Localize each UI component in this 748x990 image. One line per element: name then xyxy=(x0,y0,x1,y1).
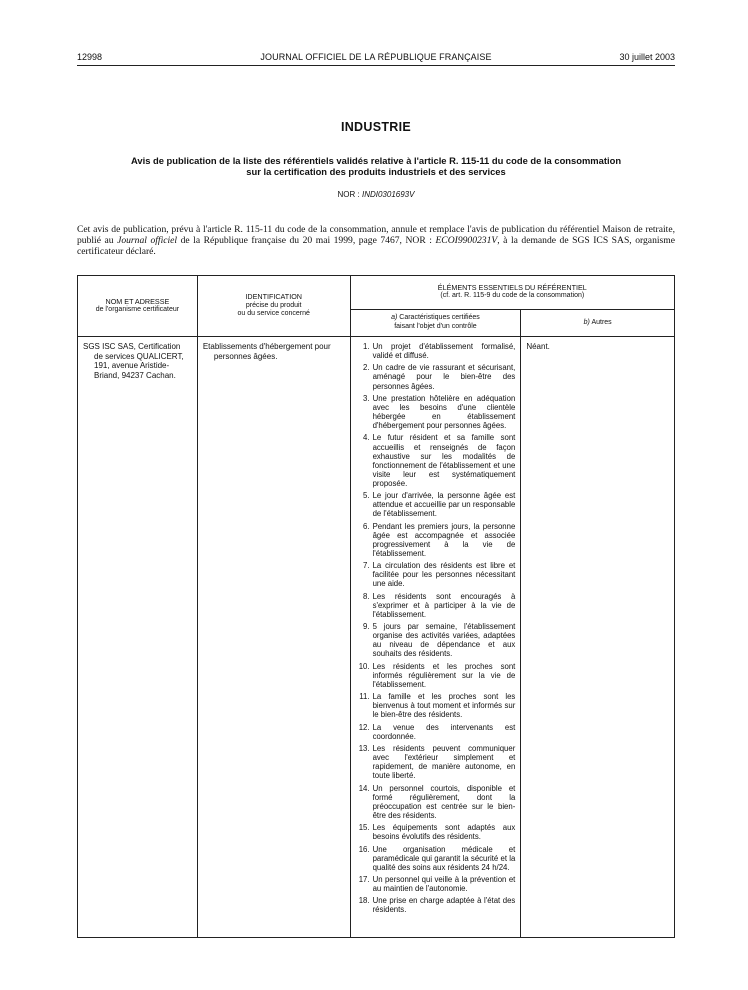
criterion-text: La venue des intervenants est coordonnée. xyxy=(372,722,516,741)
criterion-number: 8. xyxy=(363,591,370,601)
criterion-item xyxy=(360,896,516,914)
col-header-line: ÉLÉMENTS ESSENTIELS DU RÉFÉRENTIEL xyxy=(437,282,587,292)
criterion-text: Le futur résident et sa famille sont accueillis et renseignés de façon exhaustive sur les modalités de fonctionnement de l'établissement et une visite leur est systématiquement proposée. xyxy=(372,433,516,488)
intro-text: , à la demande de SGS ICS SAS, organisme certificateur déclaré. xyxy=(77,235,675,258)
subheader-autres xyxy=(521,309,675,336)
org-line: Briand, 94237 Cachan. xyxy=(94,370,176,380)
criterion-number: 1. xyxy=(363,342,370,351)
notice-title xyxy=(77,155,675,177)
intro-text: de la République française du 20 mai 1999, page 7467, NOR : xyxy=(177,235,436,247)
intro-text: Cet avis de publication, prévu à l'article R. 115-11 du code de la consommation, annule et remplace l'avis de publication du référentiel Maison de retraite, publié au xyxy=(77,224,675,247)
criterion-text: Le jour d'arrivée, la personne âgée est attendue et accueillie par un responsable de l'établissement. xyxy=(372,491,516,519)
intro-paragraph xyxy=(77,224,675,258)
nor-reference xyxy=(77,190,675,199)
criterion-text: Une organisation médicale et paramédicale qui garantit la sécurité et la qualité des soins aux résidents 24 h/24. xyxy=(372,844,516,872)
criterion-number: 4. xyxy=(363,433,370,443)
criterion-text: 5 jours par semaine, l'établissement organise des activités variées, adaptées au niveau de dépendance et aux souhaits des résidents. xyxy=(372,622,516,659)
criterion-text: Un personnel courtois, disponible et formé régulièrement, dont la préoccupation est centrée sur le bien-être des résidents. xyxy=(372,783,516,820)
criterion-number: 10. xyxy=(358,661,370,671)
col-header-organisme xyxy=(78,276,198,337)
criterion-item xyxy=(360,363,516,390)
criterion-item xyxy=(360,875,516,893)
subheader-prefix: a) xyxy=(391,314,398,322)
header-rule xyxy=(77,65,675,66)
criterion-number: 15. xyxy=(358,823,370,833)
notice-title-line: Avis de publication de la liste des référentiels validés relative à l'article R. 115-11 du code de la consommation xyxy=(130,155,622,166)
col-header-line: précise du produit xyxy=(245,301,302,309)
col-header-line: NOM ET ADRESSE xyxy=(105,296,170,306)
criterion-item xyxy=(360,723,516,741)
nor-label: NOR : xyxy=(337,190,360,199)
col-header-line: de l'organisme certificateur xyxy=(95,306,180,313)
criterion-text: La circulation des résidents est libre et facilitée pour les personnes nécessitant une aide. xyxy=(372,561,516,589)
criterion-item xyxy=(360,692,516,719)
criterion-item xyxy=(360,744,516,780)
criterion-number: 13. xyxy=(358,744,370,753)
nor-value: INDI0301693V xyxy=(361,190,415,199)
cell-identification xyxy=(197,337,350,938)
autres-value: Néant. xyxy=(526,342,550,351)
criterion-item xyxy=(360,845,516,872)
org-line: SGS ISC SAS, Certification xyxy=(83,342,181,351)
subheader-line: Autres xyxy=(591,318,612,326)
criterion-text: Un projet d'établissement formalisé, validé et diffusé. xyxy=(372,342,516,361)
criterion-text: Les équipements sont adaptés aux besoins évolutifs des résidents. xyxy=(372,823,516,842)
criterion-item xyxy=(360,561,516,588)
criterion-text: Pendant les premiers jours, la personne âgée est accompagnée et associée progressivement à la vie de l'établissement. xyxy=(372,521,516,558)
criterion-item xyxy=(360,491,516,518)
section-heading: INDUSTRIE xyxy=(340,120,412,134)
notice-title-line: sur la certification des produits industriels et des services xyxy=(246,166,506,177)
criterion-text: Les résidents peuvent communiquer avec l'extérieur simplement et rapidement, de manière autonome, en toute liberté. xyxy=(372,744,516,781)
running-header xyxy=(77,52,675,66)
criterion-text: Les résidents sont encouragés à s'exprimer et à participer à la vie de l'établissement. xyxy=(372,591,516,619)
criterion-number: 6. xyxy=(363,521,370,531)
page-number: 12998 xyxy=(77,52,103,62)
criterion-number: 17. xyxy=(358,874,370,884)
criterion-item xyxy=(360,622,516,658)
org-line: 191, avenue Aristide- xyxy=(94,361,170,371)
criterion-number: 3. xyxy=(363,393,370,403)
criterion-item xyxy=(360,592,516,619)
referential-table xyxy=(77,275,675,938)
criterion-item xyxy=(360,823,516,841)
criteria-list xyxy=(351,337,521,915)
criterion-text: La famille et les proches sont les bienvenus à tout moment et informés sur le bien-être des résidents. xyxy=(372,692,516,720)
subheader-line: faisant l'objet d'un contrôle xyxy=(394,322,477,330)
criterion-number: 7. xyxy=(363,561,370,571)
criterion-item xyxy=(360,433,516,488)
col-header-identification xyxy=(197,276,350,337)
subheader-caracteristiques xyxy=(350,309,521,336)
criterion-number: 12. xyxy=(358,722,370,732)
criterion-item xyxy=(360,662,516,689)
criterion-number: 2. xyxy=(363,363,370,373)
org-line: de services QUALICERT, xyxy=(94,351,184,361)
col-header-line: ou du service concerné xyxy=(237,310,310,318)
journal-title: JOURNAL OFFICIEL DE LA RÉPUBLIQUE FRANÇAISE xyxy=(260,52,492,62)
criterion-text: Une prestation hôtelière en adéquation avec les besoins d'une clientèle hébergée en établissement d'hébergement pour personnes âgées. xyxy=(372,393,516,431)
subheader-line: Caractéristiques certifiées xyxy=(399,314,480,322)
cell-autres xyxy=(521,337,675,938)
intro-nor-ref: ECOI9900231V xyxy=(435,235,498,247)
product-line: Etablissements d'hébergement pour xyxy=(202,342,331,351)
criterion-text: Les résidents et les proches sont informés régulièrement sur la vie de l'établissement. xyxy=(372,661,516,689)
product-line: personnes âgées. xyxy=(213,351,278,361)
criterion-number: 14. xyxy=(358,783,370,793)
col-header-line: (cf. art. R. 115-9 du code de la consommation) xyxy=(440,292,585,300)
criterion-item xyxy=(360,784,516,820)
intro-journal: Journal officiel xyxy=(117,235,178,247)
criterion-number: 9. xyxy=(363,622,370,632)
subheader-prefix: b) xyxy=(583,318,590,326)
criterion-number: 5. xyxy=(363,491,370,501)
criterion-text: Une prise en charge adaptée à l'état des résidents. xyxy=(372,896,516,915)
cell-organisme xyxy=(78,337,198,938)
criterion-item xyxy=(360,522,516,558)
criterion-number: 18. xyxy=(358,896,370,906)
criterion-text: Un personnel qui veille à la prévention et au maintien de l'autonomie. xyxy=(372,874,516,894)
col-header-elements xyxy=(350,276,674,310)
table-row xyxy=(78,337,675,938)
criterion-number: 16. xyxy=(358,844,370,854)
col-header-line: IDENTIFICATION xyxy=(245,292,302,302)
criterion-item xyxy=(360,394,516,430)
issue-date: 30 juillet 2003 xyxy=(619,52,675,62)
criterion-number: 11. xyxy=(359,692,370,702)
cell-criteria xyxy=(350,337,521,938)
criterion-text: Un cadre de vie rassurant et sécurisant, aménagé pour le bien-être des personnes âgées. xyxy=(372,363,516,391)
criterion-item xyxy=(360,342,516,360)
